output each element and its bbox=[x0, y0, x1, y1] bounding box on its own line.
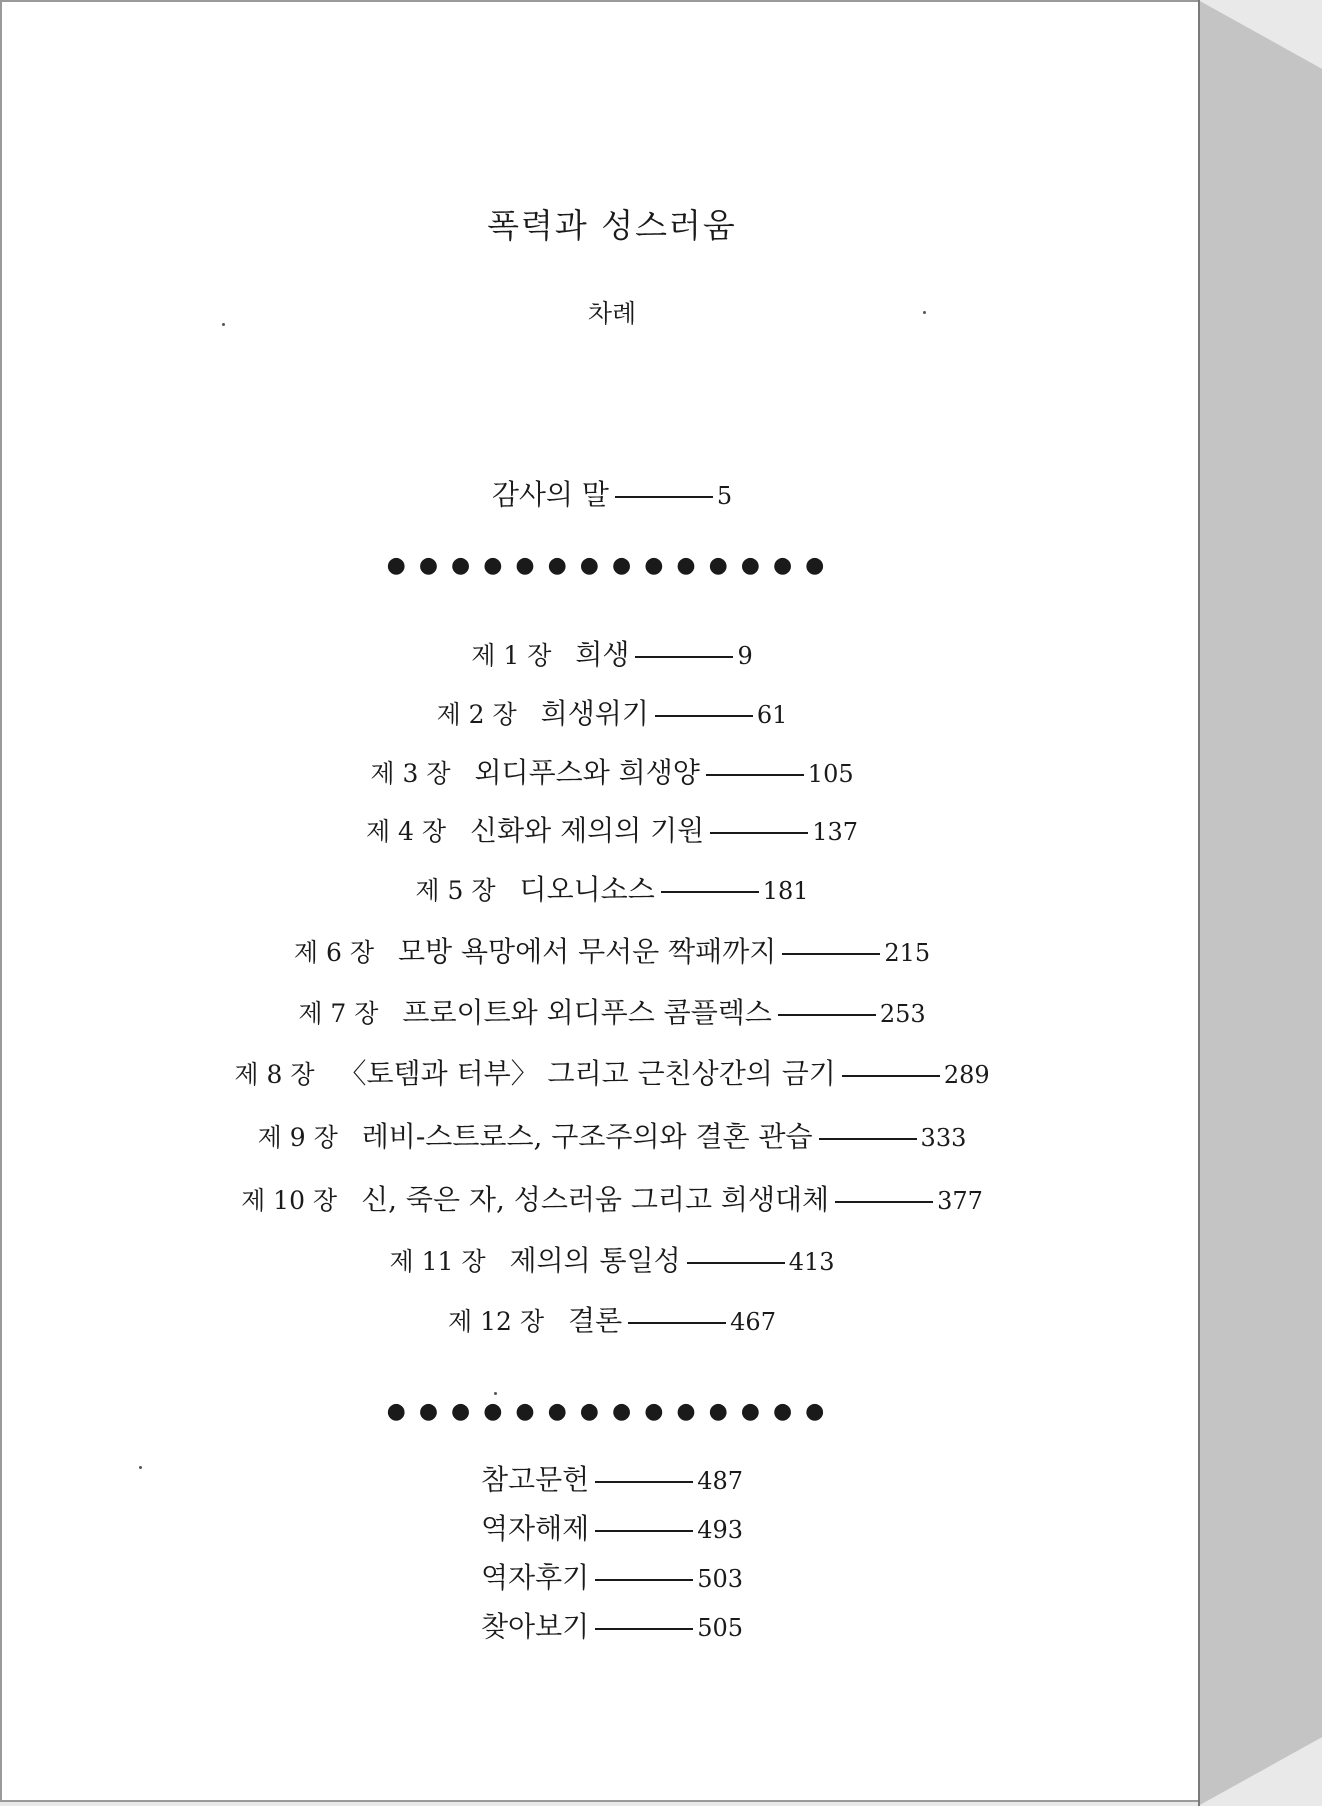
chapter-entry bbox=[2, 755, 1222, 792]
back-matter-entry bbox=[2, 1511, 1222, 1548]
chapter-page: 61 bbox=[756, 701, 788, 729]
chapter-label: 제 6 장 bbox=[293, 938, 374, 967]
back-matter-page: 487 bbox=[697, 1467, 743, 1495]
spine-edge bbox=[1198, 0, 1200, 1806]
chapter-entry bbox=[2, 995, 1222, 1032]
leader-line bbox=[782, 953, 880, 955]
leader-line bbox=[595, 1579, 693, 1581]
contents-heading: 차례 bbox=[587, 299, 637, 328]
chapter-entry bbox=[2, 1056, 1222, 1093]
back-matter-page: 493 bbox=[697, 1516, 743, 1544]
chapter-page: 181 bbox=[762, 877, 809, 905]
leader-line bbox=[615, 496, 713, 498]
chapter-entry bbox=[2, 637, 1222, 674]
chapter-label: 제 5 장 bbox=[415, 876, 496, 905]
back-matter-title: 찾아보기 bbox=[480, 1610, 590, 1643]
chapter-label: 제 2 장 bbox=[436, 700, 517, 729]
chapter-label: 제 9 장 bbox=[257, 1123, 338, 1152]
chapter-title: 레비-스트로스, 구조주의와 결혼 관습 bbox=[361, 1120, 813, 1153]
chapter-title: 〈토템과 터부〉 그리고 근친상간의 금기 bbox=[338, 1057, 836, 1090]
chapter-page: 9 bbox=[737, 642, 753, 670]
book-title: 폭력과 성스러움 bbox=[487, 206, 737, 245]
chapter-page: 377 bbox=[937, 1187, 983, 1215]
entry-page: 5 bbox=[716, 482, 733, 510]
back-matter-entry bbox=[2, 1609, 1222, 1646]
chapter-label: 제 4 장 bbox=[365, 817, 447, 846]
leader-line bbox=[819, 1138, 917, 1140]
chapter-title: 희생 bbox=[575, 638, 630, 671]
back-matter-page: 503 bbox=[697, 1565, 743, 1593]
leader-line bbox=[595, 1481, 693, 1483]
leader-line bbox=[710, 832, 808, 834]
leader-line bbox=[628, 1322, 726, 1324]
chapter-entry bbox=[2, 872, 1222, 909]
scan-speck bbox=[923, 311, 926, 314]
scan-speck bbox=[494, 1392, 497, 1395]
chapter-entry bbox=[2, 1243, 1222, 1280]
chapter-label: 제 11 장 bbox=[389, 1247, 486, 1276]
chapter-title: 외디푸스와 희생양 bbox=[474, 756, 700, 789]
chapter-entry bbox=[2, 934, 1222, 971]
chapter-label: 제 7 장 bbox=[298, 999, 379, 1028]
leader-line bbox=[842, 1075, 940, 1077]
leader-line bbox=[706, 774, 804, 776]
chapter-title: 모방 욕망에서 무서운 짝패까지 bbox=[397, 935, 777, 968]
leader-line bbox=[687, 1262, 785, 1264]
leader-line bbox=[655, 715, 753, 717]
leader-line bbox=[661, 891, 759, 893]
back-matter-entry bbox=[2, 1560, 1222, 1597]
scan-speck bbox=[139, 1466, 142, 1469]
chapter-entry bbox=[2, 1119, 1222, 1156]
chapter-label: 제 12 장 bbox=[448, 1307, 545, 1336]
chapter-entry bbox=[2, 696, 1222, 733]
scan-speck bbox=[222, 323, 225, 326]
chapter-page: 253 bbox=[879, 1000, 926, 1028]
chapter-entry bbox=[2, 1303, 1222, 1340]
book-spine bbox=[1198, 0, 1322, 1806]
chapter-label: 제 10 장 bbox=[241, 1186, 338, 1215]
back-matter-page: 505 bbox=[697, 1614, 743, 1642]
chapter-entry bbox=[2, 1182, 1222, 1219]
chapter-page: 289 bbox=[943, 1061, 990, 1089]
chapter-label: 제 8 장 bbox=[234, 1060, 315, 1089]
chapter-page: 413 bbox=[788, 1248, 835, 1276]
chapter-title: 희생위기 bbox=[540, 697, 649, 730]
leader-line bbox=[595, 1530, 693, 1532]
chapter-title: 제의의 통일성 bbox=[509, 1244, 681, 1277]
back-matter-title: 참고문헌 bbox=[480, 1463, 590, 1496]
leader-line bbox=[635, 656, 733, 658]
chapter-label: 제 1 장 bbox=[471, 641, 552, 670]
chapter-entry bbox=[2, 813, 1222, 850]
entry-title: 감사의 말 bbox=[491, 478, 609, 511]
chapter-page: 215 bbox=[884, 939, 931, 967]
leader-line bbox=[595, 1628, 693, 1630]
leader-line bbox=[835, 1201, 933, 1203]
leader-line bbox=[778, 1014, 876, 1016]
back-matter-entry bbox=[2, 1462, 1222, 1499]
chapter-page: 137 bbox=[812, 818, 859, 846]
chapter-title: 디오니소스 bbox=[519, 873, 655, 906]
chapter-title: 신화와 제의의 기원 bbox=[470, 814, 705, 847]
separator-dots-top: ●●●●●●●●●●●●●● bbox=[386, 553, 838, 578]
chapter-page: 467 bbox=[730, 1308, 776, 1336]
separator-dots-bottom: ●●●●●●●●●●●●●● bbox=[386, 1399, 838, 1424]
chapter-title: 프로이트와 외디푸스 콤플렉스 bbox=[402, 996, 772, 1029]
front-matter-acknowledgements bbox=[2, 477, 1222, 514]
chapter-page: 105 bbox=[807, 760, 854, 788]
back-matter-title: 역자해제 bbox=[480, 1512, 590, 1545]
chapter-title: 신, 죽은 자, 성스러움 그리고 희생대체 bbox=[361, 1183, 830, 1216]
chapter-page: 333 bbox=[920, 1124, 967, 1152]
chapter-label: 제 3 장 bbox=[370, 759, 451, 788]
chapter-title: 결론 bbox=[568, 1304, 623, 1337]
back-matter-title: 역자후기 bbox=[480, 1561, 590, 1594]
